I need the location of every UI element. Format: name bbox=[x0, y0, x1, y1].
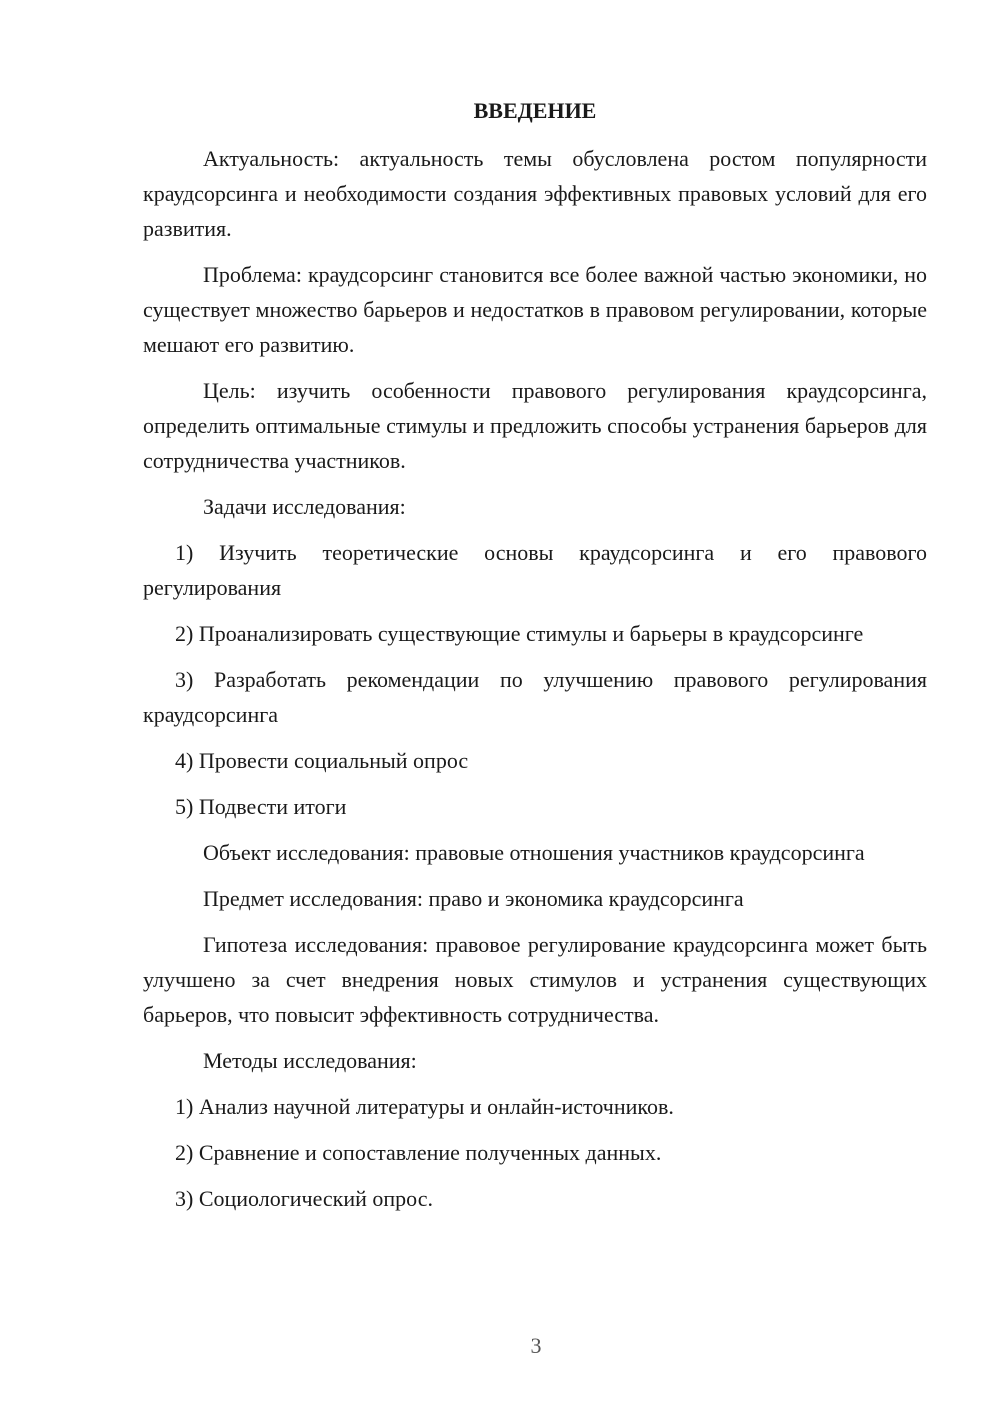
subject-paragraph: Предмет исследования: право и экономика краудсорсинга bbox=[203, 886, 744, 911]
relevance-paragraph: Актуальность: актуальность темы обусловлена ростом популярности краудсорсинга и необходимости создания эффективных правовых условий для его развития. bbox=[143, 146, 927, 241]
method-item: 1) Анализ научной литературы и онлайн-источников. bbox=[175, 1094, 674, 1119]
task-item: 2) Проанализировать существующие стимулы и барьеры в краудсорсинге bbox=[175, 621, 864, 646]
methods-heading: Методы исследования: bbox=[203, 1048, 417, 1073]
tasks-heading: Задачи исследования: bbox=[203, 494, 406, 519]
object-paragraph: Объект исследования: правовые отношения участников краудсорсинга bbox=[203, 840, 865, 865]
problem-paragraph: Проблема: краудсорсинг становится все более важной частью экономики, но существует множество барьеров и недостатков в правовом регулировании, которые мешают его развитию. bbox=[143, 262, 927, 357]
hypothesis-paragraph: Гипотеза исследования: правовое регулирование краудсорсинга может быть улучшено за счет внедрения новых стимулов и устранения существующих барьеров, что повысит эффективность сотрудничества. bbox=[143, 932, 927, 1027]
task-item: 1) Изучить теоретические основы краудсорсинга и его правового регулирования bbox=[143, 540, 927, 600]
document-page bbox=[143, 96, 927, 1227]
task-item: 5) Подвести итоги bbox=[175, 794, 347, 819]
page-number: 3 bbox=[530, 1333, 542, 1358]
goal-paragraph: Цель: изучить особенности правового регулирования краудсорсинга, определить оптимальные стимулы и предложить способы устранения барьеров для сотрудничества участников. bbox=[143, 378, 927, 473]
task-item: 3) Разработать рекомендации по улучшению правового регулирования краудсорсинга bbox=[143, 667, 927, 727]
method-item: 2) Сравнение и сопоставление полученных данных. bbox=[175, 1140, 662, 1165]
task-item: 4) Провести социальный опрос bbox=[175, 748, 469, 773]
page-title: ВВЕДЕНИЕ bbox=[473, 98, 597, 123]
method-item: 3) Социологический опрос. bbox=[175, 1186, 433, 1211]
